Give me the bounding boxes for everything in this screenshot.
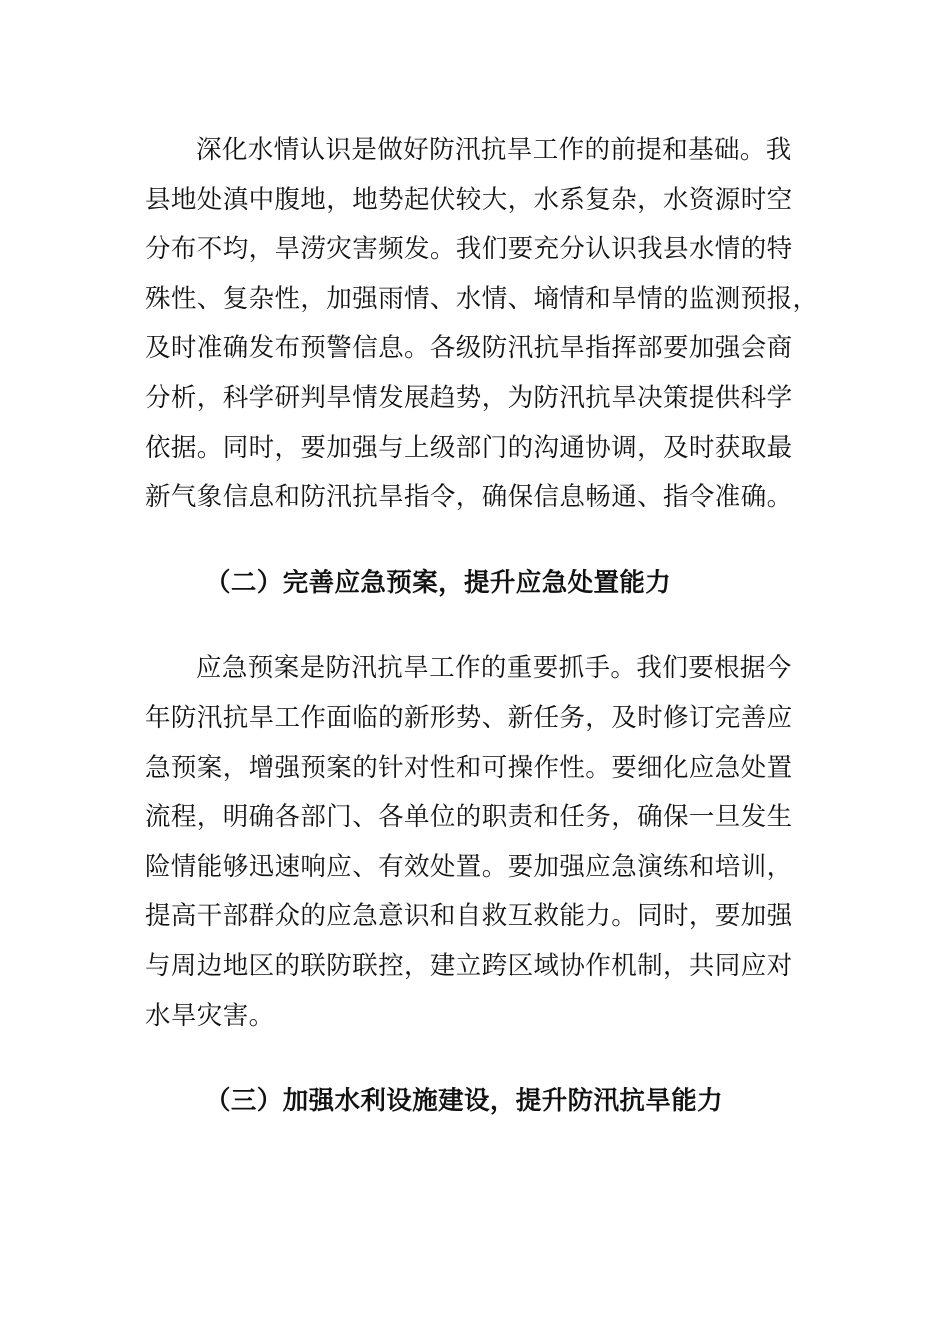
paragraph-line: 流程，明确各部门、各单位的职责和任务，确保一旦发生 [145,802,793,833]
paragraph-line: 分布不均，旱涝灾害频发。我们要充分认识我县水情的特 [145,234,793,265]
paragraph-emergency-plan [145,644,810,1041]
paragraph-line: 与周边地区的联防联控，建立跨区域协作机制，共同应对 [145,950,793,981]
paragraph-line: 提高干部群众的应急意识和自救互救能力。同时，要加强 [145,901,793,932]
paragraph-line: 及时准确发布预警信息。各级防汛抗旱指挥部要加强会商 [145,333,793,364]
section-heading-3: （三）加强水利设施建设，提升防汛抗旱能力 [205,1086,724,1117]
paragraph-line: 年防汛抗旱工作面临的新形势、新任务，及时修订完善应 [145,702,793,733]
paragraph-line: 应急预案是防汛抗旱工作的重要抓手。我们要根据今 [196,653,792,684]
paragraph-line: 急预案，增强预案的针对性和可操作性。要细化应急处置 [145,752,793,783]
paragraph-line: 新气象信息和防汛抗旱指令，确保信息畅通、指令准确。 [145,482,793,513]
section-heading-2: （二）完善应急预案，提升应急处置能力 [205,567,672,598]
paragraph-line: 县地处滇中腹地，地势起伏较大，水系复杂，水资源时空 [145,184,793,215]
paragraph-line: 险情能够迅速响应、有效处置。要加强应急演练和培训， [145,851,793,882]
paragraph-water-situation [145,126,819,523]
spacer [145,608,810,644]
paragraph-line: 深化水情认识是做好防汛抗旱工作的前提和基础。我 [196,135,792,165]
paragraph-line: 分析，科学研判旱情发展趋势，为防汛抗旱决策提供科学 [145,382,793,413]
document-body [145,126,819,1127]
spacer [145,523,810,559]
paragraph-line: 殊性、复杂性，加强雨情、水情、墒情和旱情的监测预报， [145,283,819,314]
paragraph-line: 水旱灾害。 [145,1000,275,1031]
spacer [145,1041,810,1077]
paragraph-line: 依据。同时，要加强与上级部门的沟通协调，及时获取最 [145,432,793,463]
